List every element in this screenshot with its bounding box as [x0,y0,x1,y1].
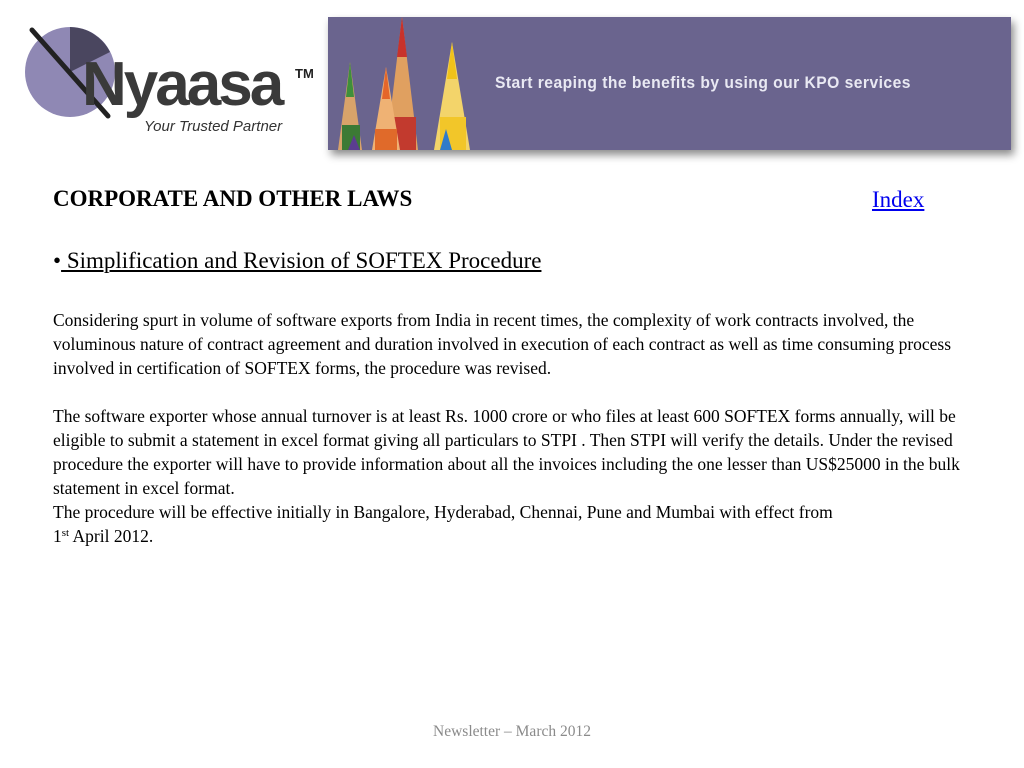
kpo-banner [328,17,1011,150]
nyaasa-logo [22,20,322,145]
banner-text: Start reaping the benefits by using our KPO services [495,73,911,92]
section-title: CORPORATE AND OTHER LAWS [53,186,413,211]
newsletter-footer: Newsletter – March 2012 [433,723,591,740]
effective-month-year: April 2012. [69,526,154,546]
logo-tagline: Your Trusted Partner [144,118,283,135]
ordinal-suffix: st [61,527,70,539]
paragraph-3 [53,500,973,548]
article-body [53,308,973,548]
logo-wordmark: Nyaasa [82,50,282,119]
paragraph-1: Considering spurt in volume of software exports from India in recent times, the complexity of work contracts involved, the voluminous nature of contract agreement and duration involved in execution of each contract as well as time consuming process involved in certification of SOFTEX forms, the procedure was revised. [53,310,952,378]
bullet: • [53,248,62,273]
effective-day: 1 [53,526,62,546]
colored-pencils-icon [328,17,488,150]
subheading [53,248,541,274]
index-link[interactable]: Index [872,187,925,212]
trademark-symbol: TM [295,66,314,81]
softex-procedure-link[interactable]: Simplification and Revision of SOFTEX Procedure [61,248,542,273]
paragraph-2: The software exporter whose annual turnover is at least Rs. 1000 crore or who files at least 600 SOFTEX forms annually, will be eligible to submit a statement in excel format giving all particulars to STPI . Then STPI will verify the details. Under the revised procedure the exporter will have to provide information about all the invoices including the one lesser than US$25000 in the bulk statement in excel format. [53,406,960,498]
paragraph-3-text: The procedure will be effective initially in Bangalore, Hyderabad, Chennai, Pune and Mumbai with effect from [53,502,833,522]
